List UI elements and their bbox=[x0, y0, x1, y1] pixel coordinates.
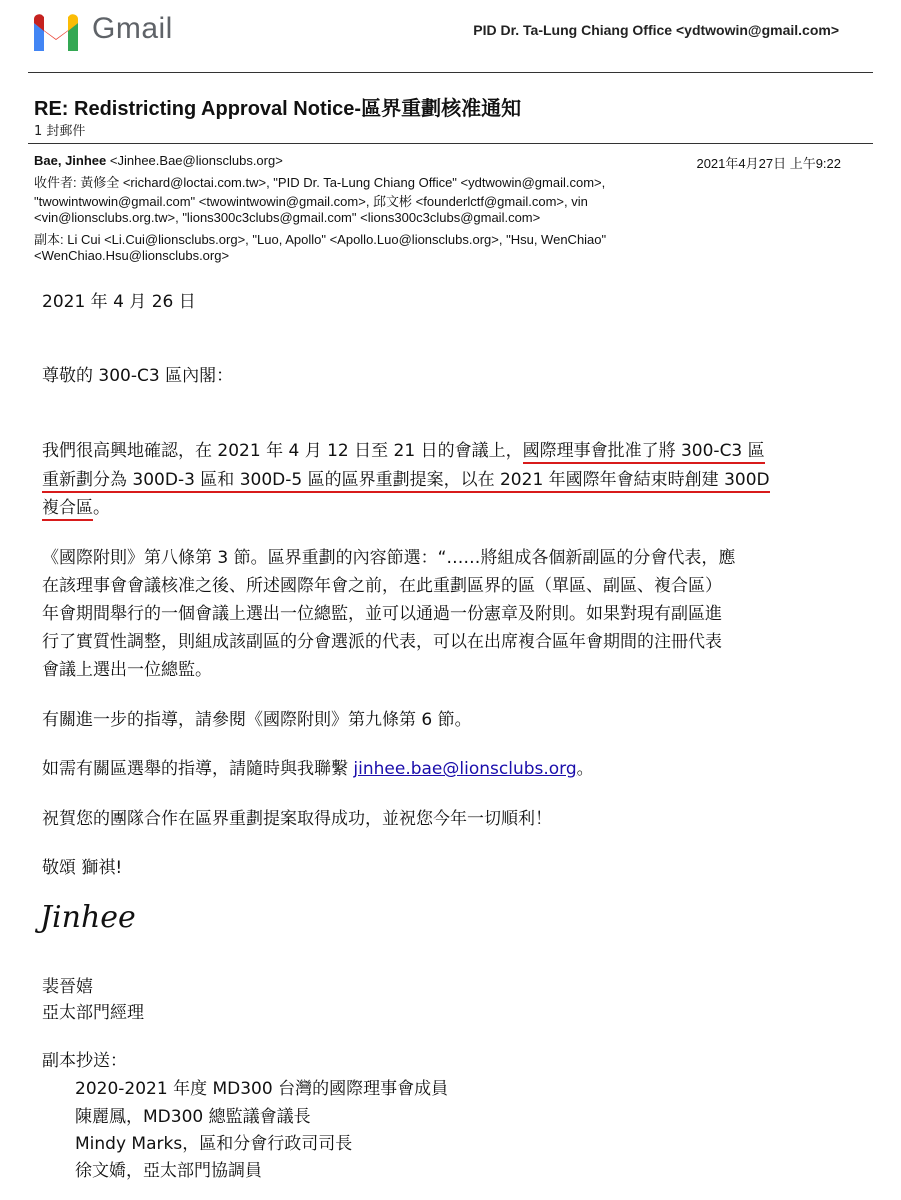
to-recipients-line-1: 收件者: 黃修全 <richard@loctai.com.tw>, "PID Dr. Ta-Lung Chiang Office" <ydtwowin@gmail.com>, bbox=[34, 175, 606, 190]
gmail-brand-text: Gmail bbox=[92, 12, 173, 45]
paragraph-3: 有關進一步的指導，請參閱《國際附則》第九條第 6 節。 bbox=[42, 710, 472, 730]
sender-chinese-name: 裴晉嬉 bbox=[42, 977, 93, 997]
cc-recipients-line-1: 副本: Li Cui <Li.Cui@lionsclubs.org>, "Luo, Apollo" <Apollo.Luo@lionsclubs.org>, "Hsu, WenChiao" bbox=[34, 232, 607, 247]
sender-email[interactable]: <Jinhee.Bae@lionsclubs.org> bbox=[109, 153, 283, 168]
paragraph-2-line-1: 《國際附則》第八條第 3 節。區界重劃的內容節選：“……將組成各個新副區的分會代表，應 bbox=[42, 548, 736, 568]
message-date: 2021年4月27日 上午9:22 bbox=[696, 156, 841, 171]
to-recipients-line-3: <vin@lionsclubs.org.tw>, "lions300c3clubs@gmail.com" <lions300c3clubs@gmail.com> bbox=[34, 210, 541, 225]
contact-email-link[interactable]: jinhee.bae@lionsclubs.org bbox=[353, 759, 577, 779]
message-count: 1 封郵件 bbox=[34, 124, 86, 139]
paragraph-4-text: 如需有關區選舉的指導，請隨時與我聯繫 bbox=[42, 759, 354, 779]
cc-item: 2020-2021 年度 MD300 台灣的國際理事會成員 bbox=[75, 1079, 449, 1099]
to-recipients-line-2: "twowintwowin@gmail.com" <twowintwowin@gmail.com>, 邱文彬 <founderlctf@gmail.com>, vin bbox=[34, 194, 588, 209]
paragraph-2-line-5: 會議上選出一位總監。 bbox=[42, 660, 212, 680]
closing: 敬頌 獅祺! bbox=[42, 858, 123, 878]
cc-item: 徐文嬌，亞太部門協調員 bbox=[75, 1161, 262, 1181]
paragraph-1-line-3 bbox=[42, 493, 110, 518]
header-divider bbox=[28, 72, 873, 73]
paragraph-5: 祝賀您的團隊合作在區界重劃提案取得成功，並祝您今年一切順利！ bbox=[42, 809, 552, 829]
paragraph-1-line-1 bbox=[42, 436, 765, 461]
paragraph-1-line-2 bbox=[42, 465, 770, 490]
paragraph-4-end: 。 bbox=[576, 759, 594, 779]
gmail-logo-icon bbox=[30, 13, 82, 51]
cc-heading: 副本抄送： bbox=[42, 1051, 127, 1071]
account-label: PID Dr. Ta-Lung Chiang Office <ydtwowin@gmail.com> bbox=[473, 22, 839, 38]
cc-item: Mindy Marks，區和分會行政司司長 bbox=[75, 1134, 353, 1154]
cc-recipients-line-2: <WenChiao.Hsu@lionsclubs.org> bbox=[34, 248, 230, 263]
paragraph-2-line-4: 行了實質性調整，則組成該副區的分會選派的代表，可以在出席複合區年會期間的注冊代表 bbox=[42, 632, 722, 652]
underlined-redistricting-text: 重新劃分為 300D-3 區和 300D-5 區的區界重劃提案，以在 2021 年國際年會結束時創建 300D bbox=[42, 470, 770, 493]
thread-subject: RE: Redistricting Approval Notice-區界重劃核准通知 bbox=[34, 98, 522, 120]
letter-date: 2021 年 4 月 26 日 bbox=[42, 292, 196, 312]
paragraph-2-line-2: 在該理事會會議核准之後、所述國際年會之前，在此重劃區界的區（單區、副區、複合區） bbox=[42, 576, 722, 596]
underlined-multiple-district-text: 複合區 bbox=[42, 498, 93, 521]
salutation: 尊敬的 300-C3 區內閣： bbox=[42, 366, 234, 386]
cc-item: 陳麗鳳，MD300 總監議會議長 bbox=[75, 1107, 311, 1127]
paragraph-1-text-a: 我們很高興地確認，在 2021 年 4 月 12 日至 21 日的會議上， bbox=[42, 441, 523, 461]
sender-title: 亞太部門經理 bbox=[42, 1003, 144, 1023]
signature: Jinhee bbox=[40, 900, 136, 935]
paragraph-1-end: 。 bbox=[93, 498, 110, 518]
sender-line bbox=[34, 153, 283, 168]
subject-divider bbox=[28, 143, 873, 144]
paragraph-2-line-3: 年會期間舉行的一個會議上選出一位總監，並可以通過一份憲章及附則。如果對現有副區進 bbox=[42, 604, 722, 624]
underlined-approval-text: 國際理事會批准了將 300-C3 區 bbox=[523, 441, 765, 464]
paragraph-4 bbox=[42, 754, 594, 779]
sender-name: Bae, Jinhee bbox=[34, 153, 107, 168]
